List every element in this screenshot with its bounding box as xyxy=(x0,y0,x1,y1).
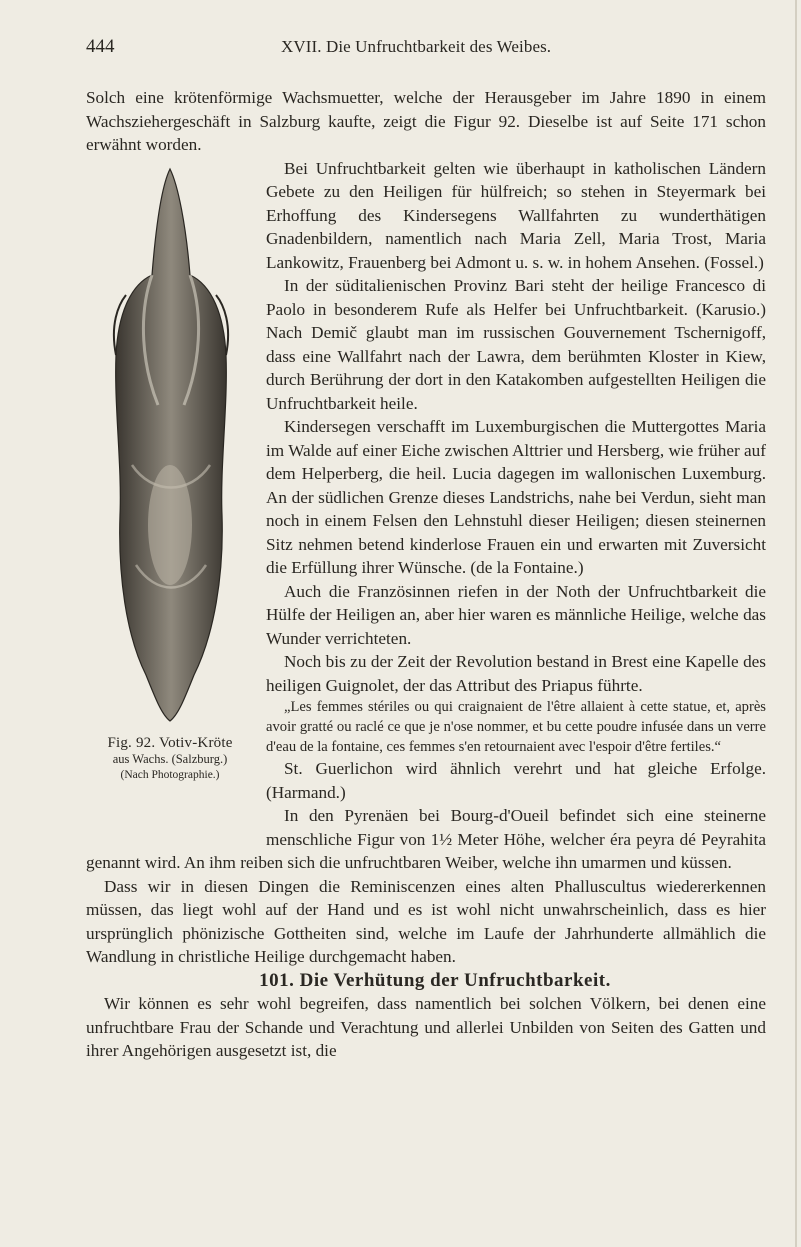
paragraph-guerlichon: St. Guerlichon wird ähnlich verehrt und hat gleiche Erfolge. (Harmand.) xyxy=(266,759,766,802)
toad-body xyxy=(116,169,227,721)
page-number: 444 xyxy=(86,36,115,57)
page-header xyxy=(86,36,766,62)
paragraph-bari: In der süditalienischen Provinz Bari steht der heilige Francesco di Paolo in besonderem Rufe als Helfer bei Unfruchtbarkeit. (Karusio.) Nach Demič glaubt man im russischen Gouvernement Tschernigoff, dass eine Wallfahrt nach der Lawra, dem berühmten Kloster in Kiew, durch Berührung der dort in den Katakomben aufgestellten Heiligen die Unfruchtbarkeit heile. xyxy=(266,276,766,413)
caption-title: Fig. 92. Votiv-Kröte xyxy=(107,734,233,751)
paragraph-french: Auch die Französinnen riefen in der Noth der Unfruchtbarkeit die Hülfe der Heiligen an, aber hier waren es männliche Heilige, welche das Wunder verrichteten. xyxy=(266,581,766,648)
section-heading: 101. Die Verhütung der Unfruchtbarkeit. xyxy=(259,969,611,991)
running-head: XVII. Die Unfruchtbarkeit des Weibes. xyxy=(281,37,552,56)
paragraph-prevention: Wir können es sehr wohl begreifen, dass namentlich bei solchen Völkern, bei denen eine unfruchtbare Frau der Schande und Verachtung und allerlei Unbilden von Seiten des Gatten und ihrer Angehörigen ausgesetzt ist, die xyxy=(86,994,766,1060)
paragraph-brest: Noch bis zu der Zeit der Revolution bestand in Brest eine Kapelle des heiligen Guignolet, der das Attribut des Priapus führte. xyxy=(266,652,766,695)
paragraph-catholic-saints: Bei Unfruchtbarkeit gelten wie überhaupt in katholischen Ländern Gebete zu den Heiligen für hülfreich; so stehen in Steyermark bei Erhoffung des Kindersegens Wallfahrten zu wunderthätigen Gnadenbildern, namentlich nach Maria Zell, Maria Trost, Maria Lankowitz, Frauenberg bei Admont u. s. w. in hohem Ansehen. (Fossel.) xyxy=(266,158,766,272)
paragraph-phallus-cult: Dass wir in diesen Dingen die Reminiscenzen eines alten Phalluscultus wiedererkennen müssen, das liegt wohl auf der Hand und es ist wohl nicht unwahrscheinlich, dass es hier ursprünglich phönizische Gottheiten sind, welche im Laufe der Jahrhunderte allmählich die Wandlung in christliche Heilige durchgemacht haben. xyxy=(86,876,766,966)
paragraph-intro: Solch eine krötenförmige Wachsmuetter, welche der Herausgeber im Jahre 1890 in einem Wachsziehergeschäft in Salzburg kaufte, zeigt die Figur 92. Dieselbe ist auf Seite 171 schon erwähnt worden. xyxy=(86,88,766,154)
figure-92 xyxy=(82,157,254,847)
paragraph-pyrenees: In den Pyrenäen bei Bourg-d'Oueil befindet sich eine steinerne menschliche Figur von 1½ Meter Höhe, welcher éra peyra dé Peyrahita genannt wird. An ihm reiben sich die unfruchtbaren Weiber, welche ihn umarmen und küssen. xyxy=(86,806,766,872)
caption-origin: aus Wachs. (Salzburg.) xyxy=(112,751,228,766)
caption-source: (Nach Photographie.) xyxy=(120,768,220,781)
votive-toad-illustration xyxy=(112,165,230,725)
figure-caption xyxy=(78,735,262,783)
body-text xyxy=(86,86,766,1063)
page-edge xyxy=(795,0,797,1247)
french-quote: „Les femmes stériles ou qui craignaient de l'être allaient à cette statue, et, après avoir gratté ou raclé ce que je n'ose nommer, et bu cette poudre infusée dans un verre d'eau de la fontaine, ces femmes s'en retournaient avec l'espoir d'être fertiles.“ xyxy=(266,699,766,755)
paragraph-luxemburg: Kindersegen verschafft im Luxemburgischen die Muttergottes Maria im Walde auf einer Eiche zwischen Alttrier und Hersberg, wie früher auf dem Helperberg, die heil. Lucia dagegen im wallonischen Luxemburg. An der südlichen Grenze dieses Landstrichs, nahe bei Verdun, sieht man noch in einem Felsen den Lehnstuhl dieser Heiligen; diesen steinernen Sitz nehmen betend kinderlose Frauen ein und erwarten mit Zuversicht die Erfüllung ihrer Wünsche. (de la Fontaine.) xyxy=(266,417,766,577)
